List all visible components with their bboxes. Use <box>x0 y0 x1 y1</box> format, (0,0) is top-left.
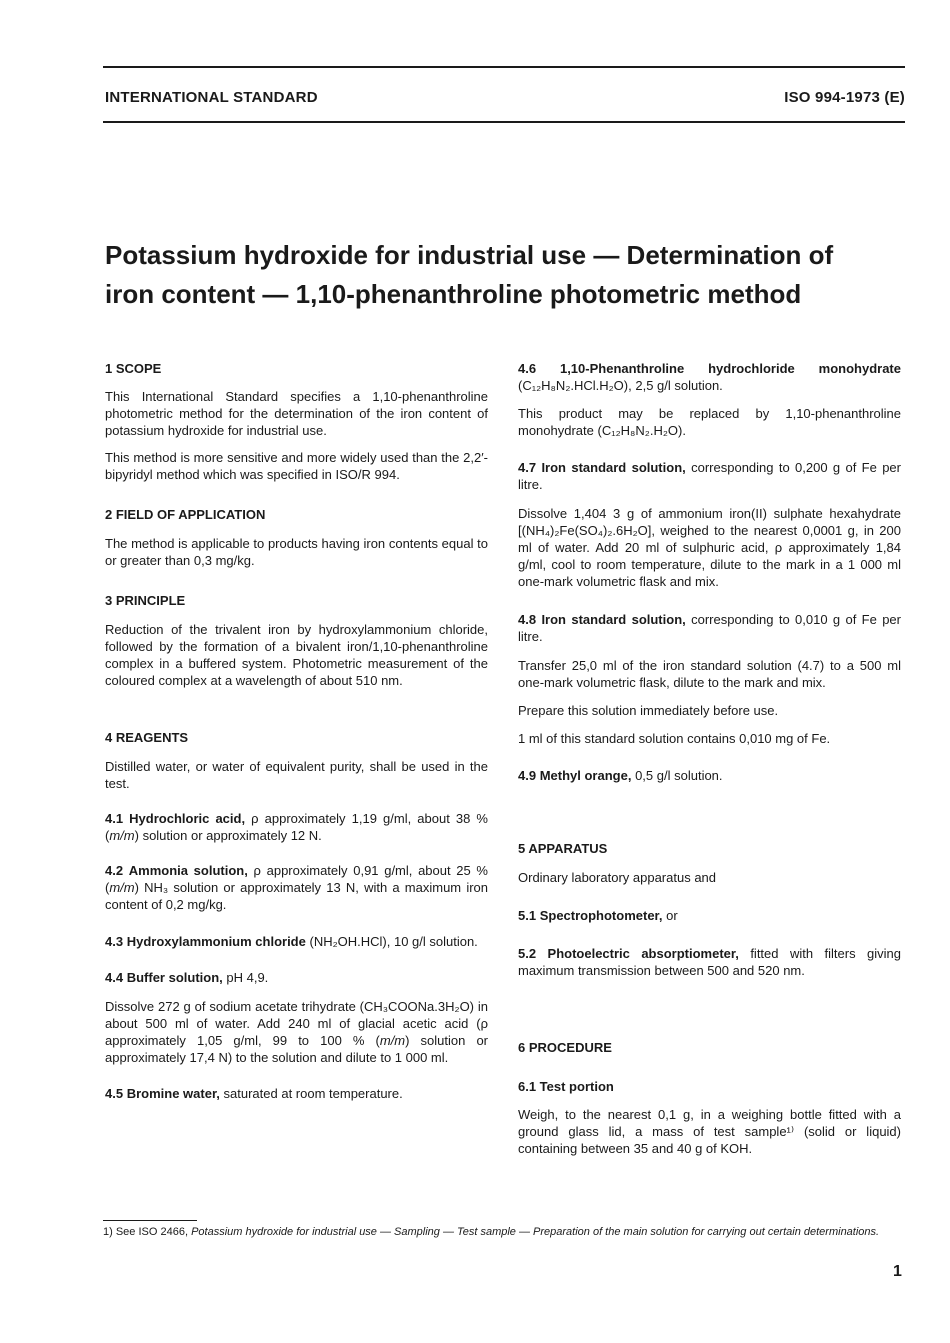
reagent-4-5-text: saturated at room temperature. <box>223 1086 403 1101</box>
reagent-4-4-text: pH 4,9. <box>226 970 269 985</box>
reagent-4-9-number: 4.9 <box>518 768 537 783</box>
reagents-heading: 4 REAGENTS <box>105 730 189 745</box>
procedure-heading: 6 PROCEDURE <box>518 1040 612 1055</box>
footnote-title: Potassium hydroxide for industrial use — Sampling — Test sample — Preparation of the main solution for carrying out certain determinations. <box>191 1226 880 1238</box>
apparatus-5-1 <box>518 907 901 924</box>
reagent-4-3-name: Hydroxylammonium chloride <box>126 934 306 949</box>
apparatus-intro: Ordinary laboratory apparatus and <box>518 870 717 885</box>
header-bottom-rule <box>103 121 905 123</box>
header-right: ISO 994-1973 (E) <box>784 89 905 106</box>
reagent-4-4-name: Buffer solution, <box>126 970 223 985</box>
reagent-4-9-text: 0,5 g/l solution. <box>635 768 723 783</box>
footnote-rule <box>103 1220 197 1221</box>
reagent-4-1-mm: m/m <box>109 828 135 843</box>
apparatus-5-2-number: 5.2 <box>518 946 537 961</box>
reagent-4-9 <box>518 767 901 784</box>
scope-heading: 1 SCOPE <box>105 361 162 376</box>
reagent-4-8-paragraph-3: 1 ml of this standard solution contains 0,010 mg of Fe. <box>518 731 831 746</box>
reagent-4-2 <box>105 862 488 913</box>
reagent-4-2-text-a: ρ approximately 0,91 g/ml, about 25 % ( <box>105 863 488 895</box>
reagent-4-4-paragraph <box>105 998 488 1066</box>
reagent-4-4-paragraph-b: ) solution or approximately 17,4 N) to the solution and dilute to 1 000 ml. <box>105 1033 489 1065</box>
page-number: 1 <box>893 1263 902 1280</box>
reagent-4-8-text: corresponding to 0,010 g of Fe per litre. <box>518 612 901 644</box>
apparatus-heading: 5 APPARATUS <box>518 841 608 856</box>
reagent-4-2-name: Ammonia solution, <box>128 863 248 878</box>
apparatus-5-1-text: or <box>666 908 678 923</box>
reagent-4-1-number: 4.1 <box>105 811 124 826</box>
reagent-4-8-number: 4.8 <box>518 612 537 627</box>
header-left: INTERNATIONAL STANDARD <box>105 89 318 106</box>
apparatus-5-1-number: 5.1 <box>518 908 537 923</box>
reagent-4-6-text: (C₁₂H₈N₂.HCl.H₂O), 2,5 g/l solution. <box>518 378 723 393</box>
reagent-4-6-name: 1,10-Phenanthroline hydrochloride monohydrate <box>559 361 901 376</box>
reagent-4-5 <box>105 1085 488 1102</box>
scope-paragraph-2: This method is more sensitive and more widely used than the 2,2′-bipyridyl method which was specified in ISO/R 994. <box>105 450 488 482</box>
procedure-6-1-heading: 6.1 Test portion <box>518 1079 614 1094</box>
reagent-4-6-number: 4.6 <box>518 361 537 376</box>
reagent-4-5-name: Bromine water, <box>126 1086 220 1101</box>
reagent-4-1-text-a: ρ approximately 1,19 g/ml, about 38 % ( <box>105 811 488 843</box>
title-line-1: Potassium hydroxide for industrial use — Determination of <box>105 240 834 270</box>
reagent-4-1 <box>105 810 488 844</box>
reagent-4-4-mm: m/m <box>379 1033 406 1048</box>
reagent-4-1-text-b: ) solution or approximately 12 N. <box>134 828 322 843</box>
reagent-4-4-paragraph-a: Dissolve 272 g of sodium acetate trihydrate (CH₃COONa.3H₂O) in about 500 ml of water. Add 240 ml of glacial acetic acid (ρ approximately 1,05 g/ml, 99 to 100 % ( <box>105 999 488 1048</box>
reagent-4-8-paragraph-1: Transfer 25,0 ml of the iron standard solution (4.7) to a 500 ml one-mark volumetric flask, dilute to the mark and mix. <box>518 658 901 690</box>
apparatus-5-1-name: Spectrophotometer, <box>539 908 663 923</box>
reagent-4-8-paragraph-2: Prepare this solution immediately before use. <box>518 703 779 718</box>
reagent-4-8 <box>518 611 901 645</box>
reagent-4-8-name: Iron standard solution, <box>541 612 686 627</box>
reagent-4-2-number: 4.2 <box>105 863 124 878</box>
principle-paragraph: Reduction of the trivalent iron by hydroxylammonium chloride, followed by the formation of a bivalent iron/1,10-phenanthroline complex in a buffered system. Photometric measurement of the coloured complex at a wavelength of about 510 nm. <box>105 622 488 688</box>
field-heading: 2 FIELD OF APPLICATION <box>105 507 266 522</box>
reagent-4-5-number: 4.5 <box>105 1086 124 1101</box>
apparatus-5-2-text: fitted with filters giving maximum transmission between 500 and 520 nm. <box>518 946 901 978</box>
reagent-4-9-name: Methyl orange, <box>539 768 632 783</box>
reagent-4-7-text: corresponding to 0,200 g of Fe per litre. <box>518 460 901 492</box>
field-paragraph: The method is applicable to products having iron contents equal to or greater than 0,3 mg/kg. <box>105 536 488 568</box>
reagent-4-4 <box>105 969 488 986</box>
reagent-4-3 <box>105 933 488 950</box>
reagents-intro: Distilled water, or water of equivalent purity, shall be used in the test. <box>105 759 488 791</box>
reagent-4-4-number: 4.4 <box>105 970 124 985</box>
reagent-4-6 <box>518 360 901 394</box>
reagent-4-2-mm: m/m <box>109 880 135 895</box>
title-line-2: iron content — 1,10-phenanthroline photometric method <box>105 279 802 309</box>
reagent-4-1-name: Hydrochloric acid, <box>129 811 246 826</box>
reagent-4-3-text: (NH₂OH.HCl), 10 g/l solution. <box>309 934 478 949</box>
apparatus-5-2-name: Photoelectric absorptiometer, <box>547 946 739 961</box>
reagent-4-7 <box>518 459 901 493</box>
reagent-4-7-paragraph: Dissolve 1,404 3 g of ammonium iron(II) sulphate hexahydrate [(NH₄)₂Fe(SO₄)₂.6H₂O], weighed to the nearest 0,0001 g, in 200 ml of water. Add 20 ml of sulphuric acid, ρ approximately 1,84 g/ml, cool to room temperature, dilute to the mark in a 1 000 ml one-mark volumetric flask and mix. <box>518 506 901 589</box>
left-column <box>105 360 488 1102</box>
reagent-4-3-number: 4.3 <box>105 934 124 949</box>
reagent-4-7-name: Iron standard solution, <box>541 460 686 475</box>
footnote-ref: 1) See ISO 2466, <box>103 1226 192 1238</box>
reagent-4-2-text-b: ) NH₃ solution or approximately 13 N, with a maximum iron content of 0,2 mg/kg. <box>105 880 488 912</box>
procedure-paragraph: Weigh, to the nearest 0,1 g, in a weighing bottle fitted with a ground glass lid, a mass of test sample¹⁾ (solid or liquid) containing between 35 and 40 g of KOH. <box>518 1107 901 1156</box>
document-title <box>105 236 905 314</box>
header-top-rule <box>103 66 905 68</box>
footnote <box>103 1225 908 1240</box>
right-column <box>518 360 901 1157</box>
scope-paragraph-1: This International Standard specifies a 1,10-phenanthroline photometric method for the determination of the iron content of potassium hydroxide for industrial use. <box>105 389 488 438</box>
principle-heading: 3 PRINCIPLE <box>105 593 186 608</box>
reagent-4-7-number: 4.7 <box>518 460 537 475</box>
apparatus-5-2 <box>518 945 901 979</box>
reagent-4-6-paragraph: This product may be replaced by 1,10-phenanthroline monohydrate (C₁₂H₈N₂.H₂O). <box>518 406 901 438</box>
